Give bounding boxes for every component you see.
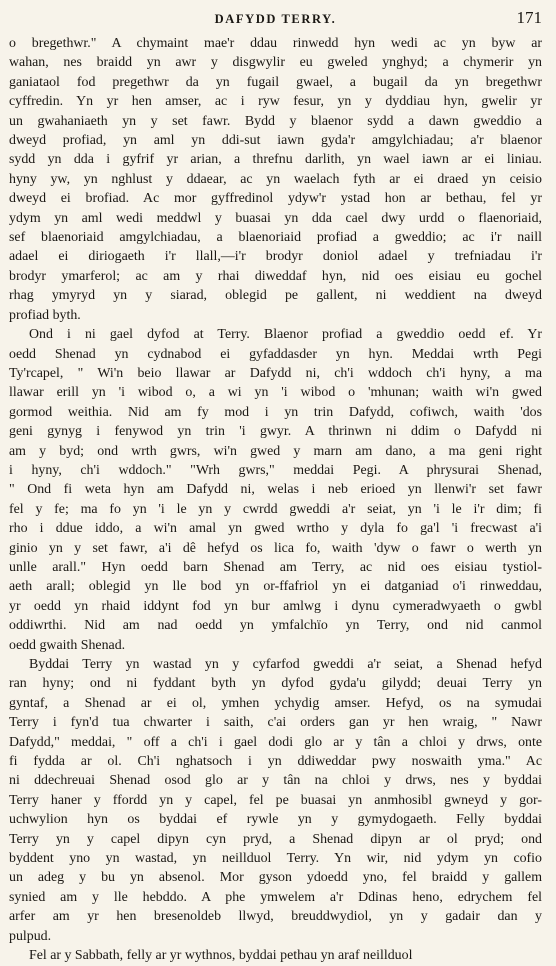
text-line: un gwahaniaeth yn y set fawr. Bydd y blaenor sydd a dawn gweddio a xyxy=(9,113,542,129)
text-line: Ond i ni gael dyfod at Terry. Blaenor profiad a gweddio oedd ef. Yr xyxy=(29,327,542,343)
text-line: gyntaf, a Shenad ar ei ol, ymhen ychydig amser. Hefyd, os na symudai xyxy=(9,695,542,711)
text-line: Byddai Terry yn wastad yn y cyfarfod gweddi a'r seiat, a Shenad hefyd xyxy=(29,657,542,672)
text-line: brodyr ymarferol; ac am y rhai diweddaf hyn, nid oes eisiau eu gochel xyxy=(9,268,542,284)
text-line: wahan, nes braidd yn awr y disgwylir eu gweled ynghyd; a chymerir yn xyxy=(9,55,542,71)
page-header xyxy=(9,8,542,34)
text-line: Terry i fyn'd tua chwarter i saith, c'ai orders gan yr hen wraig, " Nawr xyxy=(9,715,542,731)
text-line: " Ond fi weta hyn am Dafydd ni, welas i neb erioed yn llenwi'r set fawr xyxy=(9,482,542,498)
text-line: dweyd profiad, yn aml yn ddi-sut iawn gyda'r amgylchiadau; a'r blaenor xyxy=(9,133,542,149)
text-line: arfer am yr hen bresenoldeb llwyd, breuddwydiol, yn y gadair dan y xyxy=(9,909,542,925)
text-line: Terry haner y ffordd yn y capel, fel pe buasai yn anmhosibl gwneyd y gor- xyxy=(9,792,542,808)
text-line: oedd Shenad yn cydnabod ei gyfaddasder yn hyn. Meddai wrth Pegi xyxy=(9,346,542,362)
text-line: unlle arall." Hyn oedd barn Shenad am Terry, ac nid oes eisiau tystiol- xyxy=(9,559,542,575)
text-line: fel y fe; ma fo yn 'i le yn y cwrdd gweddi a'r seiat, yn 'i le i'r dim; fi xyxy=(9,501,542,517)
body-text xyxy=(9,34,542,966)
text-line: rho i ddue iddo, a wi'n amal yn gwed wrtho y dyla fo ga'l 'i frecwast a'i xyxy=(9,521,542,537)
text-line: ran hyny; ond ni fyddant byth yn dyfod gyda'u gilydd; deuai Terry yn xyxy=(9,676,542,692)
text-line: byddent yno yn wastad, yn neillduol Terry. Yn wir, nid ydym yn cofio xyxy=(9,851,542,867)
text-line: Terry yn y capel dipyn cyn pryd, a Shenad dipyn ar ol pryd; ond xyxy=(9,831,542,847)
text-line: ni ddechreuai Shenad osod glo ar y tân na chloi y drws, nes y byddai xyxy=(9,773,542,789)
text-line: Fel ar y Sabbath, felly ar yr wythnos, byddai pethau yn araf neillduol xyxy=(29,948,413,964)
text-line: uchwylion hyn os byddai ef rywle yn y gymydogaeth. Felly byddai xyxy=(9,812,542,828)
text-line: oddiwrthi. Nid am nad oedd yn ymfalchïo yn Terry, ond nid canmol xyxy=(9,618,542,634)
text-line: am y byd; ond wrth gwrs, wi'n gwed y marn am dano, a ma geni right xyxy=(9,443,542,459)
text-line: o bregethwr." A chymaint mae'r ddau rinwedd hyn wedi ac yn byw ar xyxy=(9,36,542,51)
text-line: i hyny, ch'i wddoch." "Wrh gwrs," meddai Pegi. A phrysurai Shenad, xyxy=(9,462,542,478)
text-line: aeth arall; oblegid yn lle bod yn or-ffafriol yn ei datganiad o'i rinweddau, xyxy=(9,579,542,595)
text-line: gormod weithia. Nid am fy mod i yn trin Dafydd, cofiwch, waith 'dos xyxy=(9,404,542,420)
text-line: ydym yn aml wedi meddwl y buasai yn dda cael dwy urdd o flaenoriaid, xyxy=(9,210,542,226)
text-line: oedd gwaith Shenad. xyxy=(9,637,126,653)
text-line: ganiataol fod pregethwr da yn fugail gwael, a bugail da yn bregethwr xyxy=(9,74,542,90)
text-line: dweyd ei brofiad. Ac mor gyffredinol ydyw'r ystad hon ar bethau, fel yr xyxy=(9,191,542,207)
text-line: hyny yw, yn nghlust y ddaear, ac yn waelach fyth ar ei draed yn ceisio xyxy=(9,171,542,187)
text-line: fi fydda ar ol. Ch'i nghatsoch i yn ddiweddar pwy noswaith yma." Ac xyxy=(9,754,542,770)
text-line: geni gynyg i fenywod yn trin 'i gwyr. A thrinwn ni ddim o Dafydd ni xyxy=(9,424,542,440)
page-number: 171 xyxy=(516,8,542,27)
text-line: Dafydd," meddai, " off a ch'i i gael dodi glo ar y tân a chloi y drws, onte xyxy=(9,734,542,750)
text-line: sydd yn dda i gyfrif yr arian, a threfnu darlith, yn wael iawn ar ei liniau. xyxy=(9,152,542,168)
text-line: cyffredin. Yn yr hen amser, ac i ryw fesur, yn y dyddiau hyn, gwelir yr xyxy=(9,94,542,110)
text-line: profiad byth. xyxy=(9,307,81,323)
text-line: llawar erill yn 'i wibod o, a wi yn 'i wibod o 'mhunan; waith wi'n gwed xyxy=(9,385,542,401)
text-line: rhag ymyryd yn y siarad, oblegid pe gallent, ni weddient na dweyd xyxy=(9,288,542,304)
text-line: synied am y lle hebddo. A phe ymwelem a'r Ddinas heno, edrychem fel xyxy=(9,889,542,905)
text-line: Ty'rcapel, " Wi'n beio llawar ar Dafydd ni, ch'i wddoch ch'i hyny, a ma xyxy=(9,365,542,381)
text-line: sef blaenoriaid amgylchiadau, a blaenoriaid profiad a gweddio; ac i'r naill xyxy=(9,230,542,246)
text-line: un adeg y bu yn absenol. Mor gyson ydoedd yno, fel braidd y gallem xyxy=(9,870,542,886)
text-line: adael ei diriogaeth i'r llall,—i'r brodyr doniol adael y trefniadau i'r xyxy=(9,249,542,265)
text-line: pulpud. xyxy=(9,928,52,944)
running-title: DAFYDD TERRY. xyxy=(214,12,337,26)
text-line: yr oedd yn rhaid iddynt fod yn bur amlwg i dynu cymeradwyaeth o gwbl xyxy=(9,598,542,614)
text-line: ginio yn y set fawr, a'i dê hefyd os lica fo, waith 'dyw o fawr o werth yn xyxy=(9,540,542,556)
